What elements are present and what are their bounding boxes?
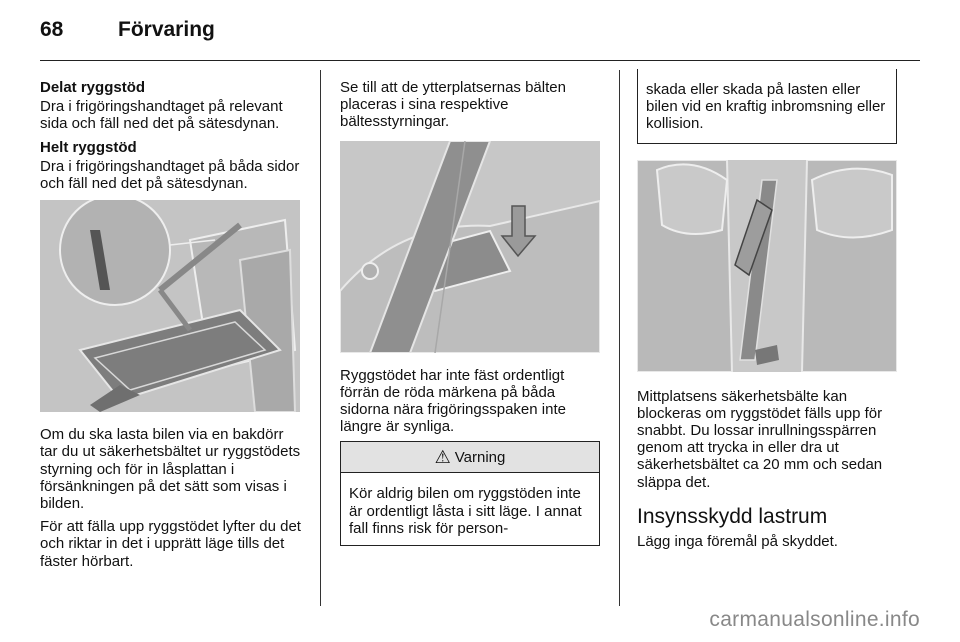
header-divider <box>40 60 920 61</box>
page-title: Förvaring <box>118 18 215 41</box>
paragraph: Ryggstödet har inte fäst ordentligt förrän de röda märkena på båda sidorna nära frigöringsspaken inte längre är synliga. <box>340 366 566 436</box>
paragraph: Se till att de ytterplatsernas bälten placeras i sina respektive bältesstyrningar. <box>340 79 566 131</box>
heading-full-backrest: Helt ryggstöd <box>40 138 137 156</box>
warning-header <box>341 442 599 473</box>
paragraph: Om du ska lasta bilen via en bakdörr tar du ut säkerhetsbältet ur ryggstödets styrning och för in låsplattan i försänkningen på det sätt som visas i bilden. <box>40 426 301 513</box>
paragraph: För att fälla upp ryggstödet lyfter du det och riktar in det i upprätt läge tills det fäster hörbart. <box>40 518 301 570</box>
warning-box <box>340 441 600 546</box>
column-2 <box>340 79 602 546</box>
warning-continuation-text: skada eller skada på lasten eller bilen vid en kraftig inbromsning eller kollision. <box>646 81 886 133</box>
heading-split-backrest: Delat ryggstöd <box>40 79 146 96</box>
paragraph: Dra i frigöringshandtaget på båda sidor och fäll ned det på sätesdynan. <box>40 157 300 193</box>
page-header <box>40 18 920 58</box>
paragraph: Lägg inga föremål på skyddet. <box>637 532 838 550</box>
illustration-center-belt <box>637 160 897 372</box>
section-title: Insynsskydd lastrum <box>637 504 828 528</box>
warning-text: Kör aldrig bilen om ryggstöden inte är ordentligt låsta i sitt läge. I annat fall finns risk för person- <box>349 485 582 537</box>
warning-triangle-icon: ⚠ <box>434 446 451 467</box>
warning-label: Varning <box>454 448 506 466</box>
paragraph: Dra i frigöringshandtaget på relevant sida och fäll ned det på sätesdynan. <box>40 98 283 133</box>
column-1 <box>40 79 302 576</box>
column-divider <box>320 70 321 606</box>
column-3 <box>637 69 901 556</box>
paragraph: Mittplatsens säkerhetsbälte kan blockeras om ryggstödet fälls upp för snabbt. Du lossar inrullningsspärren genom att trycka in eller dra ut säkerhetsbältet ca 20 mm och sedan släppa det. <box>637 387 883 491</box>
watermark: carmanualsonline.info <box>709 608 920 631</box>
illustration-belt-guide <box>340 141 600 353</box>
page-number: 68 <box>40 18 64 41</box>
column-divider <box>619 70 620 606</box>
illustration-folded-seat <box>40 200 300 412</box>
warning-continuation-box <box>637 69 897 144</box>
